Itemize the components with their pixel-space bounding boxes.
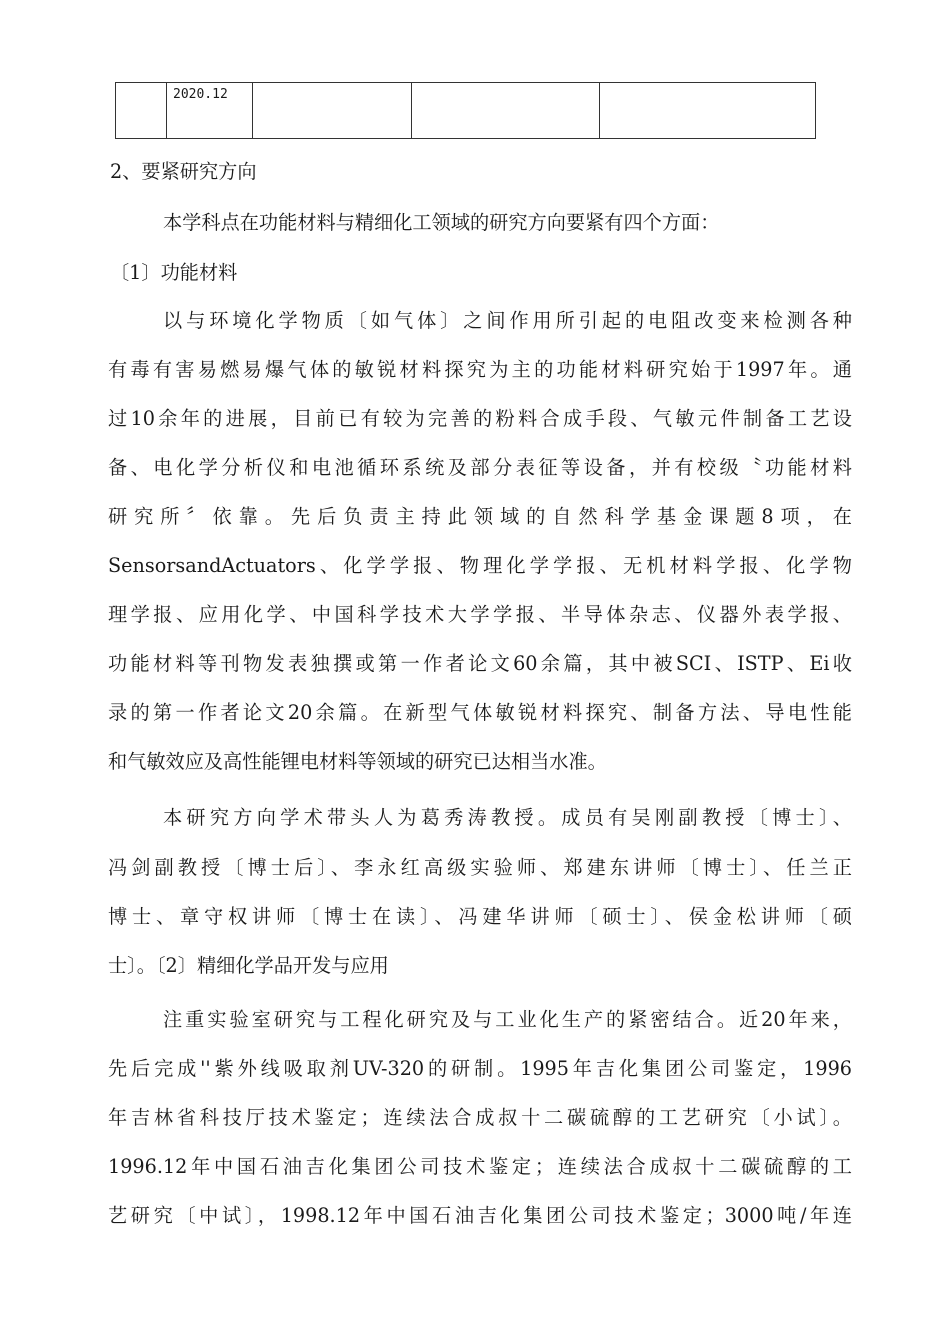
paragraph-line: 先后完成''紫外线吸取剂UV-320的研制。1995年吉化集团公司鉴定，1996 [108, 1057, 852, 1080]
subsection-title-1: 〔1〕功能材料 [110, 261, 238, 284]
table-cell-date: 2020.12 [167, 83, 253, 139]
paragraph-line: 以与环境化学物质〔如气体〕之间作用所引起的电阻改变来检测各种 [163, 309, 852, 332]
paragraph-line: 博士、章守权讲师〔博士在读〕、冯建华讲师〔硕士〕、侯金松讲师〔硕 [108, 905, 852, 928]
paragraph-line: 冯剑副教授〔博士后〕、李永红高级实验师、郑建东讲师〔博士〕、任兰正 [108, 856, 852, 879]
paragraph-line: 有毒有害易燃易爆气体的敏锐材料探究为主的功能材料研究始于1997年。通 [108, 358, 852, 381]
paragraph-line: 录的第一作者论文20余篇。在新型气体敏锐材料探究、制备方法、导电性能 [108, 701, 852, 724]
paragraph-line: SensorsandActuators、化学学报、物理化学学报、无机材料学报、化学物 [108, 554, 852, 577]
paragraph-line: 理学报、应用化学、中国科学技术大学学报、半导体杂志、仪器外表学报、 [108, 603, 852, 626]
paragraph-line: 和气敏效应及高性能锂电材料等领域的研究已达相当水准。 [108, 750, 607, 773]
paragraph-line: 艺研究〔中试〕，1998.12年中国石油吉化集团公司技术鉴定；3000吨/年连 [108, 1204, 852, 1227]
paragraph-line: 注重实验室研究与工程化研究及与工业化生产的紧密结合。近20年来， [163, 1008, 852, 1031]
paragraph-line: 本研究方向学术带头人为葛秀涛教授。成员有吴刚副教授〔博士〕、 [163, 806, 852, 829]
data-table [115, 82, 816, 139]
paragraph-line: 研究所〞依靠。先后负责主持此领域的自然科学基金课题8项，在 [108, 505, 852, 528]
intro-text: 本学科点在功能材料与精细化工领域的研究方向要紧有四个方面： [163, 211, 720, 234]
paragraph-line: 士〕。〔2〕精细化学品开发与应用 [108, 954, 389, 977]
table-cell [412, 83, 600, 139]
table-row [116, 83, 816, 139]
paragraph-line: 备、电化学分析仪和电池循环系统及部分表征等设备，并有校级〝功能材料 [108, 456, 852, 479]
table-cell [600, 83, 816, 139]
section-heading: 2、要紧研究方向 [110, 160, 257, 183]
paragraph-line: 功能材料等刊物发表独撰或第一作者论文60余篇，其中被SCI、ISTP、Ei收 [108, 652, 852, 675]
table-cell [253, 83, 412, 139]
table-cell [116, 83, 167, 139]
paragraph-line: 过10余年的进展，目前已有较为完善的粉料合成手段、气敏元件制备工艺设 [108, 407, 852, 430]
paragraph-line: 年吉林省科技厅技术鉴定；连续法合成叔十二碳硫醇的工艺研究〔小试〕。 [108, 1106, 852, 1129]
paragraph-line: 1996.12年中国石油吉化集团公司技术鉴定；连续法合成叔十二碳硫醇的工 [108, 1155, 852, 1178]
